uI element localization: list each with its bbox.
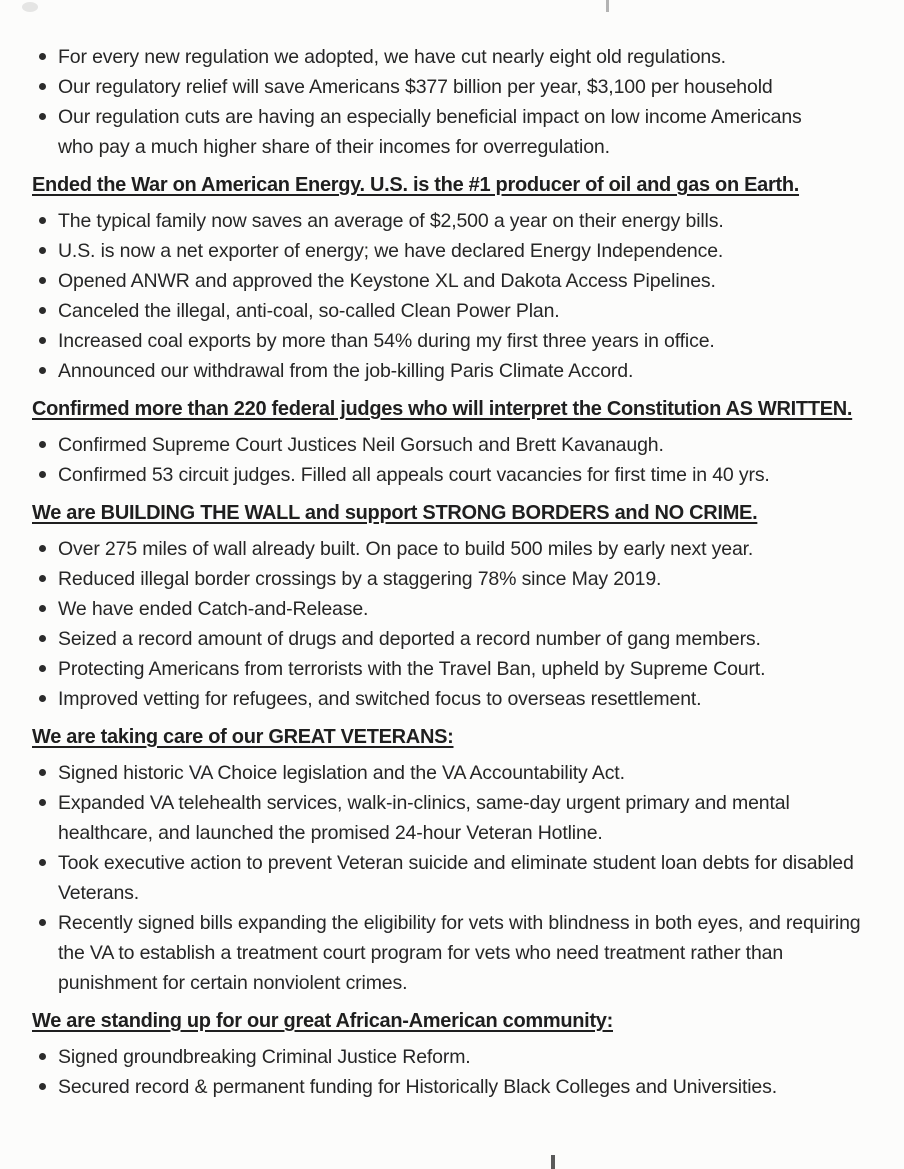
bullet-item: Our regulation cuts are having an especially beneficial impact on low income Americans who pay a much higher share of their incomes for overregulation. [32,102,838,162]
bullet-item: Opened ANWR and approved the Keystone XL and Dakota Access Pipelines. [32,266,880,296]
scan-artifact-bottom [551,1155,555,1169]
section-veterans [32,722,880,998]
bullet-item: Protecting Americans from terrorists with the Travel Ban, upheld by Supreme Court. [32,654,880,684]
bullet-item: Over 275 miles of wall already built. On pace to build 500 miles by early next year. [32,534,880,564]
section-wall [32,498,880,714]
african-american-bullet-list [32,1042,880,1102]
heading-african-american: We are standing up for our great African-American community: [32,1010,613,1032]
scan-smudge [22,2,38,12]
bullet-item: Confirmed Supreme Court Justices Neil Gorsuch and Brett Kavanaugh. [32,430,880,460]
bullet-item: Canceled the illegal, anti-coal, so-called Clean Power Plan. [32,296,880,326]
bullet-item: Recently signed bills expanding the eligibility for vets with blindness in both eyes, and requiring the VA to establish a treatment court program for vets who need treatment rather than punishment for certain nonviolent crimes. [32,908,880,998]
scan-artifact-top [606,0,609,12]
heading-wall: We are BUILDING THE WALL and support STRONG BORDERS and NO CRIME. [32,502,758,524]
section-african-american [32,1006,880,1102]
bullet-item: Secured record & permanent funding for Historically Black Colleges and Universities. [32,1072,880,1102]
section-energy [32,170,880,386]
bullet-item: Expanded VA telehealth services, walk-in-clinics, same-day urgent primary and mental healthcare, and launched the promised 24-hour Veteran Hotline. [32,788,838,848]
section-judges [32,394,880,490]
bullet-item: The typical family now saves an average of $2,500 a year on their energy bills. [32,206,880,236]
bullet-item: Seized a record amount of drugs and deported a record number of gang members. [32,624,880,654]
bullet-item: Signed historic VA Choice legislation and the VA Accountability Act. [32,758,880,788]
veterans-bullet-list [32,758,880,998]
bullet-item: Our regulatory relief will save Americans $377 billion per year, $3,100 per household [32,72,880,102]
bullet-item: For every new regulation we adopted, we have cut nearly eight old regulations. [32,42,880,72]
bullet-item: Signed groundbreaking Criminal Justice Reform. [32,1042,880,1072]
bullet-item: U.S. is now a net exporter of energy; we have declared Energy Independence. [32,236,880,266]
judges-bullet-list [32,430,880,490]
heading-energy: Ended the War on American Energy. U.S. is the #1 producer of oil and gas on Earth. [32,174,800,196]
bullet-item: Confirmed 53 circuit judges. Filled all appeals court vacancies for first time in 40 yrs. [32,460,880,490]
heading-veterans: We are taking care of our GREAT VETERANS: [32,726,454,748]
bullet-item: We have ended Catch-and-Release. [32,594,880,624]
bullet-item: Reduced illegal border crossings by a staggering 78% since May 2019. [32,564,880,594]
wall-bullet-list [32,534,880,714]
bullet-item: Took executive action to prevent Veteran suicide and eliminate student loan debts for disabled Veterans. [32,848,858,908]
bullet-item: Announced our withdrawal from the job-killing Paris Climate Accord. [32,356,880,386]
intro-bullet-list [32,42,880,162]
energy-bullet-list [32,206,880,386]
heading-judges: Confirmed more than 220 federal judges who will interpret the Constitution AS WRITTEN. [32,398,853,420]
bullet-item: Increased coal exports by more than 54% during my first three years in office. [32,326,880,356]
bullet-item: Improved vetting for refugees, and switched focus to overseas resettlement. [32,684,880,714]
